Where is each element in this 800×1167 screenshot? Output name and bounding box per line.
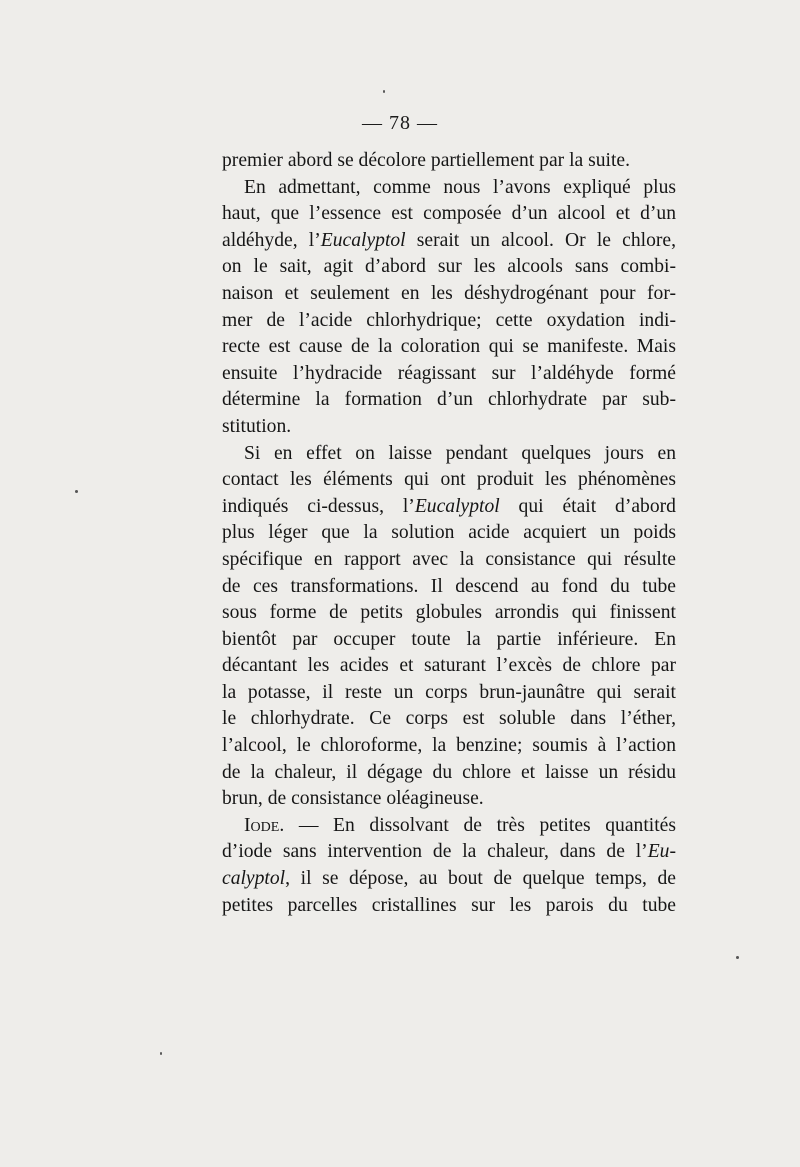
text-run: contact les éléments qui ont produit les phénomènes bbox=[222, 469, 676, 491]
text-run: premier abord se décolore partiellement par la suite. bbox=[222, 150, 631, 171]
text-line bbox=[222, 308, 676, 335]
text-line bbox=[222, 175, 676, 202]
text-line bbox=[222, 866, 676, 893]
page-number: — 78 — bbox=[362, 112, 438, 134]
paragraph bbox=[222, 441, 676, 813]
text-run: recte est cause de la coloration qui se manifeste. Mais bbox=[222, 336, 676, 358]
text-run: aldéhyde, l’ bbox=[222, 229, 321, 251]
text-line bbox=[222, 813, 676, 840]
text-run: décantant les acides et saturant l’excès de chlore par bbox=[222, 655, 676, 677]
text-line bbox=[222, 574, 676, 601]
text-line bbox=[222, 494, 676, 521]
text-run: indiqués ci-dessus, l’ bbox=[222, 495, 415, 517]
text-run: l’alcool, le chloroforme, la benzine; soumis à l’action bbox=[222, 735, 676, 757]
print-speck bbox=[736, 956, 739, 959]
text-line bbox=[222, 653, 676, 680]
text-run: de la chaleur, il dégage du chlore et laisse un résidu bbox=[222, 761, 676, 783]
text-line bbox=[222, 387, 676, 414]
text-line bbox=[222, 201, 676, 228]
print-speck bbox=[75, 490, 78, 493]
text-run: naison et seulement en les déshydrogénant pour for- bbox=[222, 282, 676, 304]
text-run: En admettant, comme nous l’avons expliqué plus bbox=[244, 176, 676, 198]
text-line bbox=[222, 414, 676, 441]
text-run: serait un alcool. Or le chlore, bbox=[405, 229, 676, 251]
text-line bbox=[222, 520, 676, 547]
paragraph bbox=[222, 813, 676, 919]
text-run: Si en effet on laisse pendant quelques jours en bbox=[244, 442, 676, 464]
text-run: , il se dépose, au bout de quelque temps, de bbox=[285, 868, 676, 890]
text-run: le chlorhydrate. Ce corps est soluble dans l’éther, bbox=[222, 708, 676, 730]
section-heading: Iode bbox=[244, 814, 280, 836]
italic-term: calyptol bbox=[222, 868, 286, 890]
text-run: brun, de consistance oléagineuse. bbox=[222, 788, 484, 810]
text-line bbox=[222, 281, 676, 308]
text-run: stitution. bbox=[222, 415, 292, 437]
text-run: la potasse, il reste un corps brun-jaunâtre qui serait bbox=[222, 681, 676, 703]
text-line bbox=[222, 254, 676, 281]
text-run: d’iode sans intervention de la chaleur, dans de l’ bbox=[222, 841, 648, 863]
text-line bbox=[222, 733, 676, 760]
text-line bbox=[222, 547, 676, 574]
paragraph bbox=[222, 175, 676, 441]
text-run: haut, que l’essence est composée d’un alcool et d’un bbox=[222, 203, 676, 225]
text-line bbox=[222, 706, 676, 733]
text-line bbox=[222, 334, 676, 361]
italic-term: Eucalyptol bbox=[414, 495, 500, 517]
text-run: bientôt par occuper toute la partie inférieure. En bbox=[222, 628, 676, 650]
text-run: sous forme de petits globules arrondis qui finissent bbox=[222, 602, 676, 624]
text-run: mer de l’acide chlorhydrique; cette oxydation indi- bbox=[222, 309, 676, 331]
text-line bbox=[222, 839, 676, 866]
text-line bbox=[222, 228, 676, 255]
text-line bbox=[222, 148, 676, 175]
text-run: . — En dissolvant de très petites quantités bbox=[279, 814, 676, 836]
italic-term: Eu- bbox=[647, 841, 676, 863]
text-line bbox=[222, 441, 676, 468]
text-run: ensuite l’hydracide réagissant sur l’aldéhyde formé bbox=[222, 362, 676, 384]
body-text bbox=[222, 148, 676, 919]
text-run: de ces transformations. Il descend au fond du tube bbox=[222, 575, 676, 597]
paragraph bbox=[222, 148, 676, 175]
print-speck bbox=[383, 90, 385, 93]
text-run: plus léger que la solution acide acquiert un poids bbox=[222, 522, 676, 544]
text-line bbox=[222, 786, 676, 813]
text-run: qui était d’abord bbox=[499, 495, 676, 517]
text-run: petites parcelles cristallines sur les parois du tube bbox=[222, 894, 676, 916]
print-speck bbox=[160, 1052, 162, 1055]
text-line bbox=[222, 467, 676, 494]
text-run: on le sait, agit d’abord sur les alcools sans combi- bbox=[222, 256, 676, 278]
text-line bbox=[222, 627, 676, 654]
text-line bbox=[222, 760, 676, 787]
italic-term: Eucalyptol bbox=[320, 229, 406, 251]
text-line bbox=[222, 600, 676, 627]
text-run: détermine la formation d’un chlorhydrate par sub- bbox=[222, 389, 676, 411]
text-line bbox=[222, 680, 676, 707]
text-line bbox=[222, 361, 676, 388]
text-line bbox=[222, 893, 676, 920]
text-run: spécifique en rapport avec la consistance qui résulte bbox=[222, 548, 676, 570]
